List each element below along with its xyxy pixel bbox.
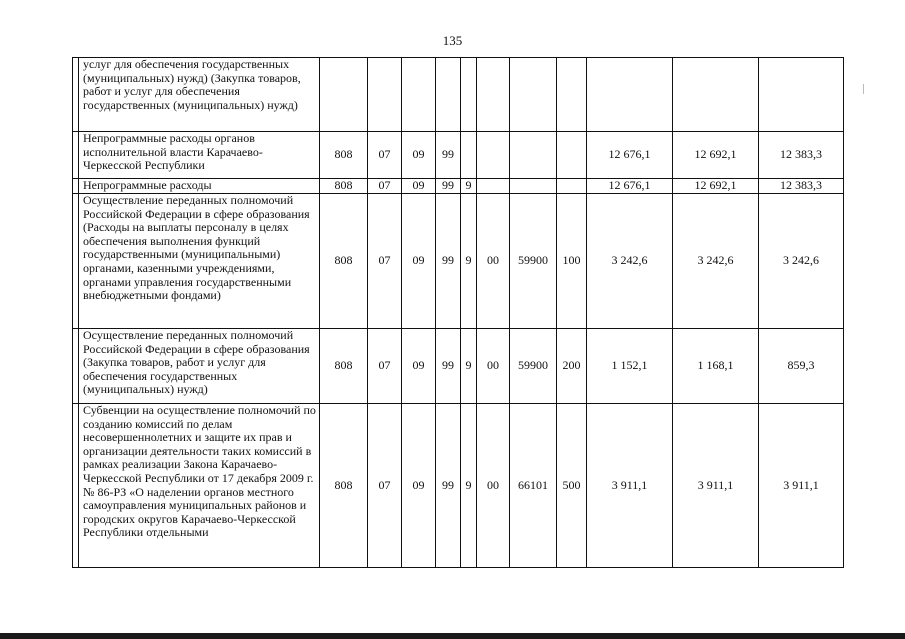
amount-year3-cell <box>759 58 844 132</box>
program-code-cell: 99 <box>436 132 461 179</box>
subsection-code-cell: 09 <box>402 329 436 404</box>
page-number: 135 <box>442 33 463 48</box>
expense-type-cell <box>557 132 587 179</box>
program-code-cell: 99 <box>436 404 461 568</box>
amount-year2-cell: 1 168,1 <box>673 329 759 404</box>
subprogram-code-cell: 9 <box>461 179 477 194</box>
group-code-cell: 00 <box>477 194 510 329</box>
expense-type-cell <box>557 58 587 132</box>
expense-name-cell: Осуществление переданных полномочий Российской Федерации в сфере образования (Закупка товаров, работ и услуг для обеспечения государственных (муниципальных) нужд) <box>79 329 320 404</box>
table-row <box>73 194 844 329</box>
expense-type-cell: 500 <box>557 404 587 568</box>
expense-type-cell <box>557 179 587 194</box>
amount-year3-cell: 3 911,1 <box>759 404 844 568</box>
subsection-code-cell <box>402 58 436 132</box>
expense-type-cell: 100 <box>557 194 587 329</box>
subprogram-code-cell: 9 <box>461 194 477 329</box>
budget-table <box>72 57 844 568</box>
group-code-cell: 00 <box>477 404 510 568</box>
ministry-code-cell <box>320 58 368 132</box>
subsection-code-cell: 09 <box>402 404 436 568</box>
subprogram-code-cell <box>461 132 477 179</box>
section-code-cell: 07 <box>368 329 402 404</box>
item-code-cell <box>510 132 557 179</box>
amount-year1-cell <box>587 58 673 132</box>
amount-year2-cell: 12 692,1 <box>673 179 759 194</box>
amount-year1-cell: 3 911,1 <box>587 404 673 568</box>
ministry-code-cell: 808 <box>320 132 368 179</box>
subsection-code-cell: 09 <box>402 132 436 179</box>
expense-name-cell: услуг для обеспечения государственных (муниципальных) нужд) (Закупка товаров, работ и услуг для обеспечения государственных (муниципальных) нужд) <box>79 58 320 132</box>
ministry-code-cell: 808 <box>320 179 368 194</box>
amount-year1-cell: 1 152,1 <box>587 329 673 404</box>
item-code-cell: 66101 <box>510 404 557 568</box>
group-code-cell <box>477 132 510 179</box>
expense-name-cell: Субвенции на осуществление полномочий по созданию комиссий по делам несовершеннолетних и защите их прав и организации деятельности таких комиссий в рамках реализации Закона Карачаево-Черкесской Республики от 17 декабря 2009 г. № 86-РЗ «О наделении органов местного самоуправления муниципальных районов и городских округов Карачаево-Черкесской Республики отдельными <box>79 404 320 568</box>
amount-year2-cell: 3 911,1 <box>673 404 759 568</box>
subprogram-code-cell: 9 <box>461 329 477 404</box>
section-code-cell: 07 <box>368 132 402 179</box>
section-code-cell: 07 <box>368 179 402 194</box>
expense-type-cell: 200 <box>557 329 587 404</box>
subprogram-code-cell <box>461 58 477 132</box>
amount-year2-cell: 12 692,1 <box>673 132 759 179</box>
amount-year1-cell: 12 676,1 <box>587 132 673 179</box>
ministry-code-cell: 808 <box>320 329 368 404</box>
section-code-cell <box>368 58 402 132</box>
expense-name-cell: Непрограммные расходы <box>79 179 320 194</box>
amount-year3-cell: 12 383,3 <box>759 132 844 179</box>
table-row <box>73 179 844 194</box>
subsection-code-cell: 09 <box>402 179 436 194</box>
table-row <box>73 132 844 179</box>
amount-year3-cell: 3 242,6 <box>759 194 844 329</box>
expense-name-cell: Осуществление переданных полномочий Российской Федерации в сфере образования (Расходы на выплаты персоналу в целях обеспечения выполнения функций государственными (муниципальными) органами, казенными учреждениями, органами управления государственными внебюджетными фондами) <box>79 194 320 329</box>
amount-year1-cell: 12 676,1 <box>587 179 673 194</box>
table-row <box>73 58 844 132</box>
item-code-cell <box>510 58 557 132</box>
amount-year1-cell: 3 242,6 <box>587 194 673 329</box>
ministry-code-cell: 808 <box>320 194 368 329</box>
group-code-cell <box>477 179 510 194</box>
amount-year3-cell: 12 383,3 <box>759 179 844 194</box>
group-code-cell <box>477 58 510 132</box>
section-code-cell: 07 <box>368 194 402 329</box>
item-code-cell: 59900 <box>510 329 557 404</box>
item-code-cell: 59900 <box>510 194 557 329</box>
program-code-cell: 99 <box>436 329 461 404</box>
amount-year3-cell: 859,3 <box>759 329 844 404</box>
scan-mark <box>863 84 864 94</box>
scan-bottom-edge <box>0 633 905 639</box>
section-code-cell: 07 <box>368 404 402 568</box>
ministry-code-cell: 808 <box>320 404 368 568</box>
item-code-cell <box>510 179 557 194</box>
program-code-cell <box>436 58 461 132</box>
table-row <box>73 404 844 568</box>
expense-name-cell: Непрограммные расходы органов исполнительной власти Карачаево-Черкесской Республики <box>79 132 320 179</box>
program-code-cell: 99 <box>436 194 461 329</box>
program-code-cell: 99 <box>436 179 461 194</box>
subsection-code-cell: 09 <box>402 194 436 329</box>
amount-year2-cell <box>673 58 759 132</box>
group-code-cell: 00 <box>477 329 510 404</box>
subprogram-code-cell: 9 <box>461 404 477 568</box>
amount-year2-cell: 3 242,6 <box>673 194 759 329</box>
table-row <box>73 329 844 404</box>
